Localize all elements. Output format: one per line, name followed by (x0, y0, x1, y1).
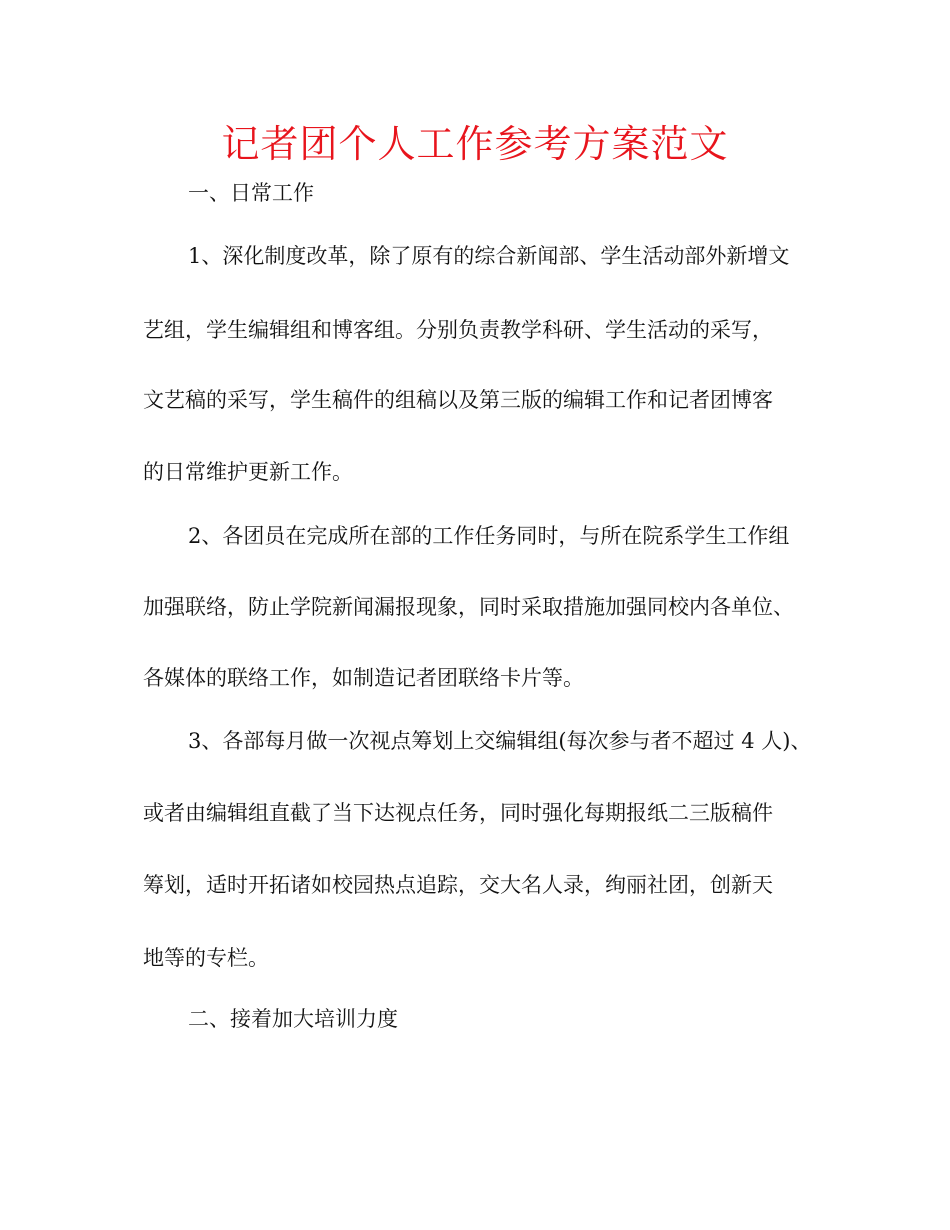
section-heading-training: 二、接着加大培训力度 (188, 1007, 398, 1031)
paragraph-line: 加强联络，防止学院新闻漏报现象，同时采取措施加强同校内各单位、 (143, 595, 794, 619)
paragraph-line: 文艺稿的采写，学生稿件的组稿以及第三版的编辑工作和记者团博客 (143, 388, 773, 412)
paragraph-line: 地等的专栏。 (143, 946, 269, 970)
document-title: 记者团个人工作参考方案范文 (221, 122, 729, 166)
paragraph-line: 或者由编辑组直截了当下达视点任务，同时强化每期报纸二三版稿件 (143, 801, 773, 825)
paragraph-line: 的日常维护更新工作。 (143, 460, 353, 484)
paragraph-line: 2、各团员在完成所在部的工作任务同时，与所在院系学生工作组 (188, 524, 790, 548)
paragraph-line: 1、深化制度改革，除了原有的综合新闻部、学生活动部外新增文 (188, 244, 790, 268)
paragraph-line: 筹划，适时开拓诸如校园热点追踪，交大名人录，绚丽社团，创新天 (143, 873, 773, 897)
paragraph-line: 艺组，学生编辑组和博客组。分别负责教学科研、学生活动的采写， (143, 318, 773, 342)
paragraph-line: 各媒体的联络工作，如制造记者团联络卡片等。 (143, 666, 584, 690)
section-heading-daily-work: 一、日常工作 (188, 181, 314, 205)
paragraph-line: 3、各部每月做一次视点筹划上交编辑组(每次参与者不超过 4 人)、 (188, 729, 812, 753)
